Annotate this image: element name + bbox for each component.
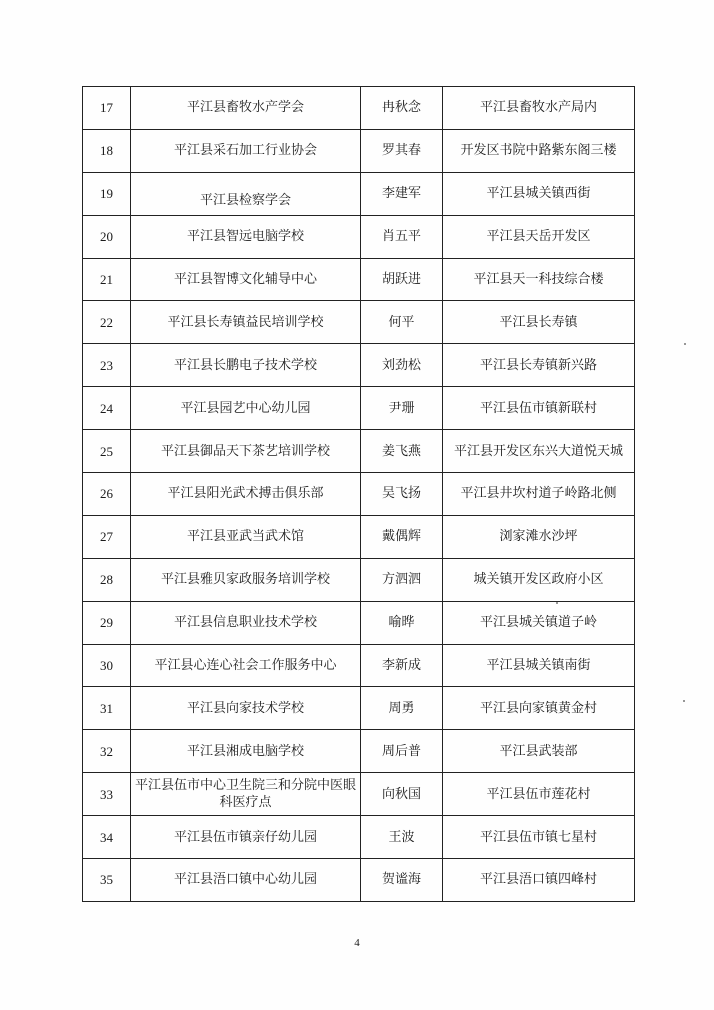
responsible-person: 王波 [361,816,443,859]
table-row [83,430,635,473]
row-number: 23 [83,344,131,387]
responsible-person: 李新成 [361,644,443,687]
table-row [83,301,635,344]
responsible-person: 贺谧海 [361,859,443,902]
row-number: 35 [83,859,131,902]
table-row [83,172,635,215]
organization-name: 平江县向家技术学校 [131,687,361,730]
responsible-person: 戴偶辉 [361,515,443,558]
table-row [83,558,635,601]
row-number: 28 [83,558,131,601]
row-number: 17 [83,87,131,130]
organization-address: 浏家滩水沙坪 [443,515,635,558]
organization-address: 平江县城关镇道子岭 [443,601,635,644]
organization-address: 平江县长寿镇 [443,301,635,344]
organization-name: 平江县信息职业技术学校 [131,601,361,644]
responsible-person: 罗其春 [361,129,443,172]
table-row [83,859,635,902]
organization-name: 平江县智博文化辅导中心 [131,258,361,301]
organization-name: 平江县心连心社会工作服务中心 [131,644,361,687]
responsible-person: 肖五平 [361,215,443,258]
organization-address: 平江县井坎村道子岭路北侧 [443,473,635,516]
organization-address: 平江县城关镇西街 [443,172,635,215]
table-row [83,129,635,172]
table-row [83,473,635,516]
organization-name: 平江县长鹏电子技术学校 [131,344,361,387]
organization-address: 平江县武装部 [443,730,635,773]
table-row [83,515,635,558]
row-number: 32 [83,730,131,773]
organization-address: 平江县天一科技综合楼 [443,258,635,301]
responsible-person: 李建军 [361,172,443,215]
table-row [83,644,635,687]
organization-address: 开发区书院中路紫东阁三楼 [443,129,635,172]
row-number: 20 [83,215,131,258]
row-number: 29 [83,601,131,644]
responsible-person: 吴飞扬 [361,473,443,516]
responsible-person: 刘劲松 [361,344,443,387]
organization-name-text: 平江县检察学会 [199,193,291,209]
organization-address: 平江县浯口镇四峰村 [443,859,635,902]
organization-name: 平江县浯口镇中心幼儿园 [131,859,361,902]
responsible-person: 冉秋念 [361,87,443,130]
responsible-person: 周勇 [361,687,443,730]
organization-name: 平江县御品天下茶艺培训学校 [131,430,361,473]
organization-address: 城关镇开发区政府小区 [443,558,635,601]
row-number: 21 [83,258,131,301]
responsible-person: 何平 [361,301,443,344]
organization-address: 平江县开发区东兴大道悦天城 [443,430,635,473]
table-row [83,816,635,859]
responsible-person: 周后普 [361,730,443,773]
row-number: 25 [83,430,131,473]
row-number: 26 [83,473,131,516]
scan-speck [684,343,686,345]
table-body [83,87,635,902]
row-number: 22 [83,301,131,344]
scan-speck [556,602,558,604]
organization-name: 平江县阳光武术搏击俱乐部 [131,473,361,516]
table-row [83,687,635,730]
table-row [83,258,635,301]
responsible-person: 尹珊 [361,387,443,430]
organization-address: 平江县畜牧水产局内 [443,87,635,130]
row-number: 19 [83,172,131,215]
table-row [83,730,635,773]
organization-table [82,86,635,902]
scan-speck [683,700,685,702]
row-number: 34 [83,816,131,859]
row-number: 31 [83,687,131,730]
table-row [83,601,635,644]
organization-name: 平江县园艺中心幼儿园 [131,387,361,430]
responsible-person: 喻晔 [361,601,443,644]
table-row [83,344,635,387]
page-number: 4 [354,937,360,949]
organization-name: 平江县智远电脑学校 [131,215,361,258]
organization-address: 平江县伍市镇七星村 [443,816,635,859]
row-number: 18 [83,129,131,172]
organization-name: 平江县采石加工行业协会 [131,129,361,172]
organization-address: 平江县伍市镇新联村 [443,387,635,430]
responsible-person: 向秋国 [361,773,443,816]
organization-address: 平江县伍市莲花村 [443,773,635,816]
organization-name: 平江县伍市中心卫生院三和分院中医眼科医疗点 [131,773,361,816]
responsible-person: 方泗泗 [361,558,443,601]
organization-name: 平江县长寿镇益民培训学校 [131,301,361,344]
organization-name [131,172,361,215]
organization-name: 平江县湘成电脑学校 [131,730,361,773]
organization-name: 平江县亚武当武术馆 [131,515,361,558]
organization-name: 平江县伍市镇亲仔幼儿园 [131,816,361,859]
row-number: 27 [83,515,131,558]
organization-name: 平江县雅贝家政服务培训学校 [131,558,361,601]
responsible-person: 姜飞燕 [361,430,443,473]
organization-name: 平江县畜牧水产学会 [131,87,361,130]
table-row [83,773,635,816]
table-row [83,87,635,130]
table-row [83,215,635,258]
organization-address: 平江县天岳开发区 [443,215,635,258]
row-number: 33 [83,773,131,816]
organization-address: 平江县长寿镇新兴路 [443,344,635,387]
table-row [83,387,635,430]
responsible-person: 胡跃进 [361,258,443,301]
organization-address: 平江县向家镇黄金村 [443,687,635,730]
row-number: 30 [83,644,131,687]
organization-address: 平江县城关镇南街 [443,644,635,687]
row-number: 24 [83,387,131,430]
